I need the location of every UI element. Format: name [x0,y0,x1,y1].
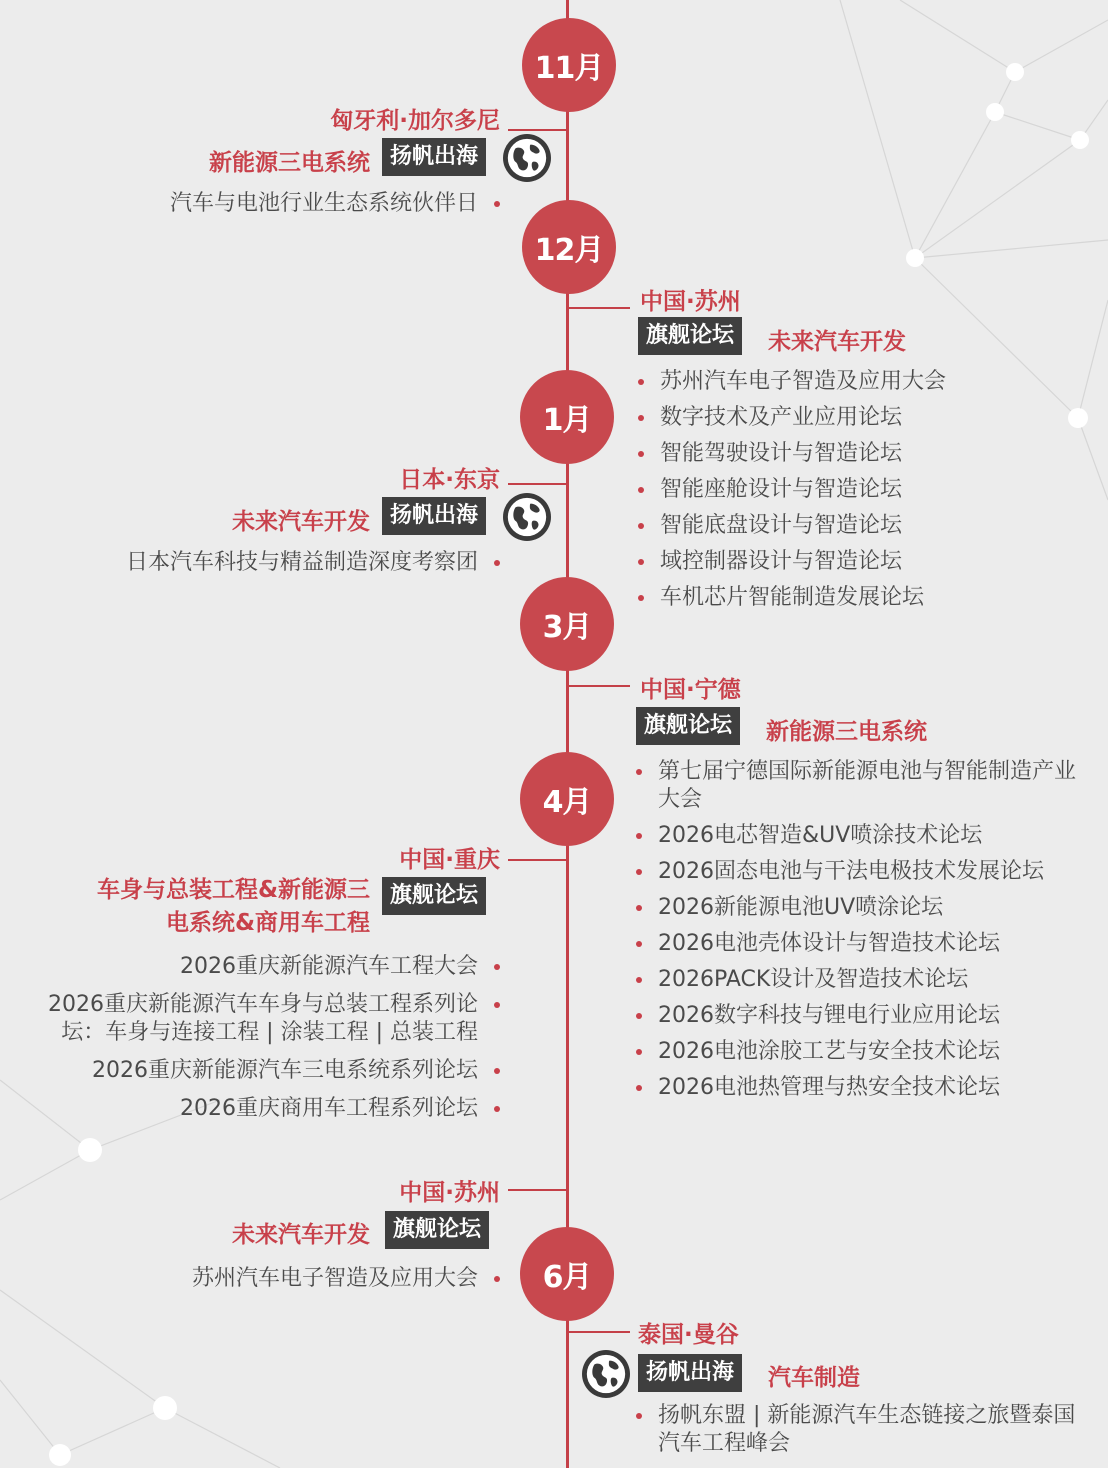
list-item: 域控制器设计与智造论坛 [638,548,1088,576]
connector-may [508,1189,568,1191]
connector-mar [568,685,630,687]
month-circle-mar: 3月 [520,577,614,671]
list-item: 2026重庆新能源汽车车身与总装工程系列论坛：车身与连接工程 | 涂装工程 | 总装工程 [30,991,500,1047]
list-item: 2026电池壳体设计与智造技术论坛 [636,930,1076,958]
theme-apr: 车身与总装工程&新能源三电系统&商用车工程 [96,877,370,936]
list-item: 汽车与电池行业生态系统伙伴日 [170,190,500,218]
theme-jan: 未来汽车开发 [232,509,370,535]
tag-mar: 旗舰论坛 [636,707,740,745]
globe-icon [503,134,551,182]
month-circle-apr: 4月 [520,752,614,846]
list-item: 2026PACK设计及智造技术论坛 [636,966,1076,994]
tag-apr: 旗舰论坛 [382,877,486,915]
list-item: 2026电池热管理与热安全技术论坛 [636,1074,1076,1102]
list-item: 2026电池涂胶工艺与安全技术论坛 [636,1038,1076,1066]
month-circle-jun: 6月 [520,1227,614,1321]
theme-may: 未来汽车开发 [232,1222,370,1248]
theme-dec: 未来汽车开发 [768,329,906,355]
list-item: 第七届宁德国际新能源电池与智能制造产业大会 [636,758,1076,814]
globe-icon [503,493,551,541]
tag-jun: 扬帆出海 [638,1354,742,1392]
list-item: 2026重庆商用车工程系列论坛 [30,1095,500,1123]
list-item: 2026电芯智造&UV喷涂技术论坛 [636,822,1076,850]
list-item: 智能底盘设计与智造论坛 [638,512,1088,540]
location-apr: 中国·重庆 [399,847,500,873]
list-item: 2026重庆新能源汽车三电系统系列论坛 [30,1057,500,1085]
list-item: 2026固态电池与干法电极技术发展论坛 [636,858,1076,886]
location-mar: 中国·宁德 [640,677,741,703]
list-may [192,1265,500,1303]
list-dec [638,368,1088,620]
list-mar [636,758,1076,1110]
theme-nov: 新能源三电系统 [209,150,370,176]
theme-jun: 汽车制造 [768,1365,860,1391]
list-item: 智能驾驶设计与智造论坛 [638,440,1088,468]
month-circle-nov: 11月 [522,18,616,112]
location-nov: 匈牙利·加尔多尼 [330,108,500,134]
list-jun [636,1402,1076,1466]
list-item: 2026新能源电池UV喷涂论坛 [636,894,1076,922]
list-nov [170,190,500,228]
list-item: 数字技术及产业应用论坛 [638,404,1088,432]
theme-mar: 新能源三电系统 [766,719,927,745]
month-circle-jan: 1月 [520,370,614,464]
tag-nov: 扬帆出海 [382,138,486,176]
location-jun: 泰国·曼谷 [638,1322,739,1348]
tag-may: 旗舰论坛 [385,1211,489,1249]
location-jan: 日本·东京 [399,467,500,493]
list-item: 2026数字科技与锂电行业应用论坛 [636,1002,1076,1030]
tag-jan: 扬帆出海 [382,497,486,535]
list-item: 智能座舱设计与智造论坛 [638,476,1088,504]
list-apr [30,953,500,1133]
connector-dec [568,307,630,309]
list-item: 2026重庆新能源汽车工程大会 [30,953,500,981]
globe-icon [582,1350,630,1398]
location-dec: 中国·苏州 [640,289,741,315]
list-item: 日本汽车科技与精益制造深度考察团 [126,549,500,577]
connector-jan [508,483,568,485]
connector-apr [508,859,568,861]
month-circle-dec: 12月 [522,200,616,294]
connector-nov [508,129,568,131]
list-item: 车机芯片智能制造发展论坛 [638,584,1088,612]
list-item: 苏州汽车电子智造及应用大会 [192,1265,500,1293]
connector-jun [568,1331,630,1333]
tag-dec: 旗舰论坛 [638,317,742,355]
location-may: 中国·苏州 [399,1180,500,1206]
list-item: 扬帆东盟 | 新能源汽车生态链接之旅暨泰国汽车工程峰会 [636,1402,1076,1458]
list-jan [126,549,500,587]
list-item: 苏州汽车电子智造及应用大会 [638,368,1088,396]
